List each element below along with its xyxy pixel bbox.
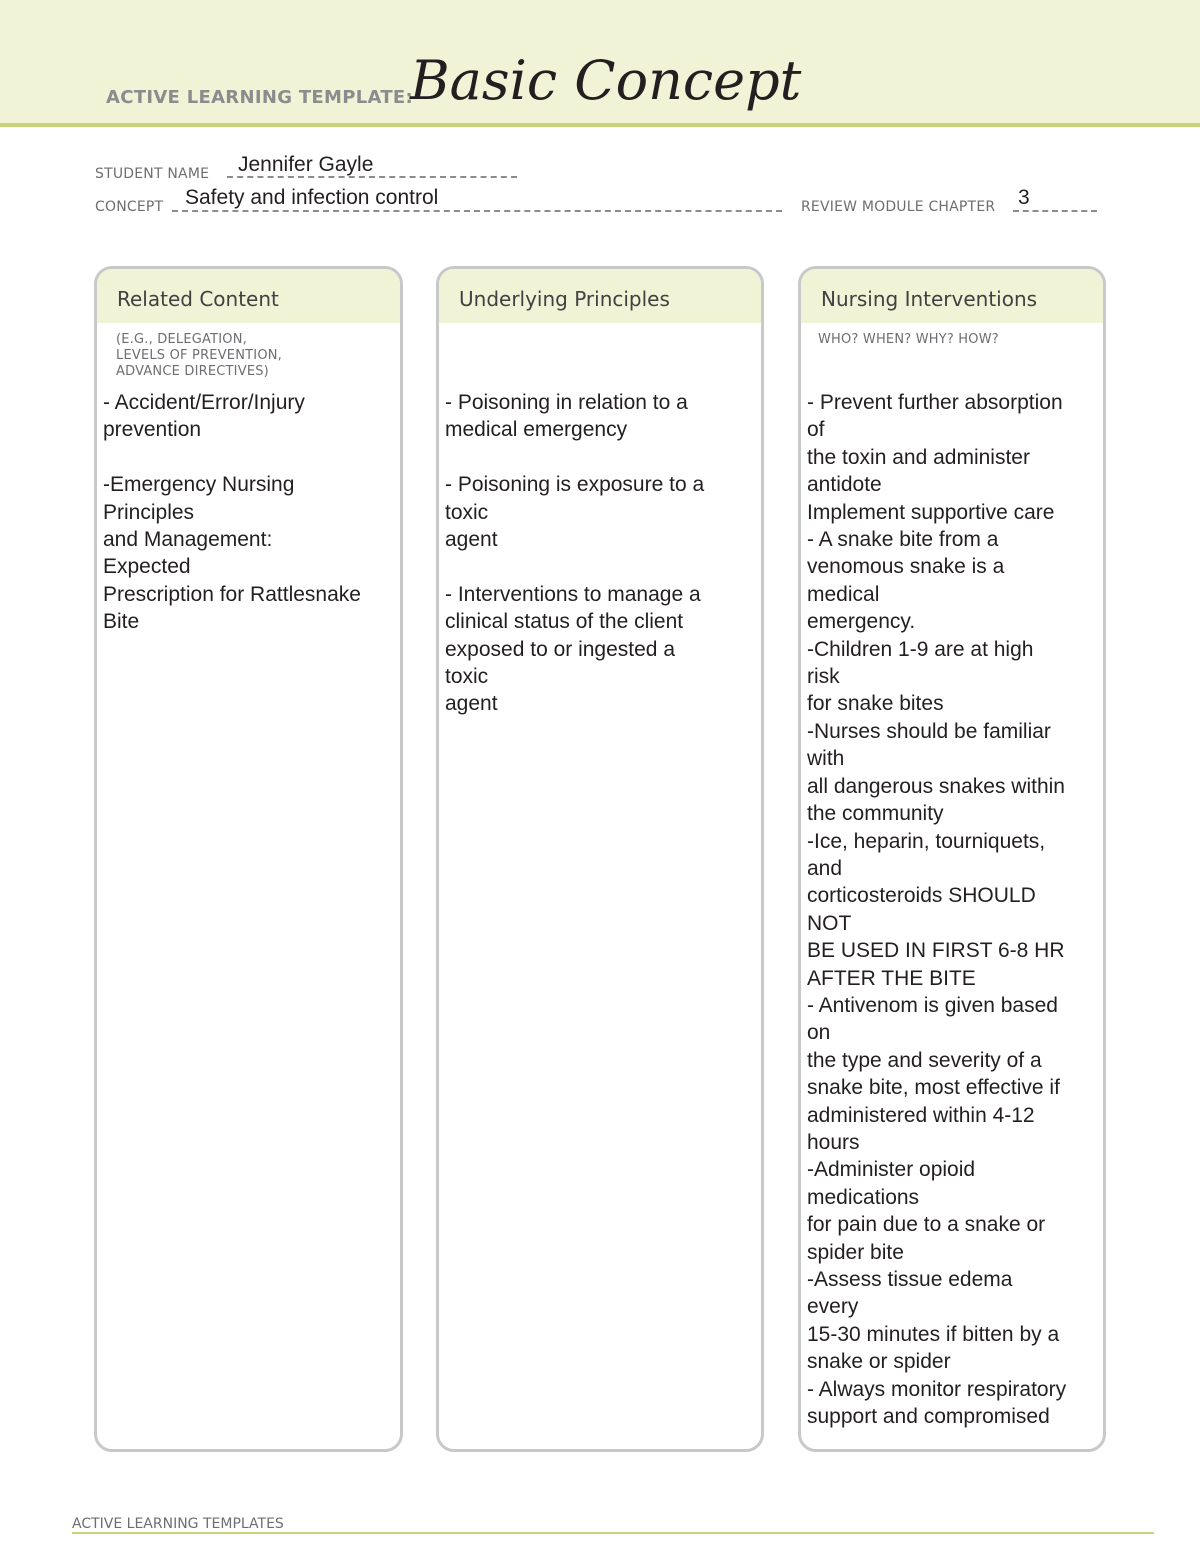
template-label: ACTIVE LEARNING TEMPLATE: [106,87,413,108]
related-content-subtitle: (E.G., DELEGATION, LEVELS OF PREVENTION, ADVANCE DIRECTIVES) [116,332,283,379]
student-name-label: STUDENT NAME [95,166,210,182]
student-name-line [227,176,517,178]
nursing-interventions-text[interactable]: - Prevent further absorption of the toxin and administer antidote Implement supportive care - A snake bite from a venomous snake is a medical emergency. -Children 1-9 are at high risk for snake bites -Nurses should be familiar with all dangerous snakes within the community -Ice, heparin, tourniquets, and corticosteroids SHOULD NOT BE USED IN FIRST 6-8 HR AFTER THE BITE - Antivenom is given based on the type and severity of a snake bite, most effective if administered within 4-12 hours -Administer opioid medications for pain due to a snake or spider bite -Assess tissue edema every 15-30 minutes if bitten by a snake or spider - Always monitor respiratory support and compromised [807,391,1067,1429]
concept-label: CONCEPT [95,199,164,215]
related-content-box [94,266,403,1452]
student-name-field[interactable]: Jennifer Gayle [238,153,374,176]
chapter-field[interactable]: 3 [1018,186,1030,209]
header-divider [0,123,1200,127]
related-content-text[interactable]: - Accident/Error/Injury prevention -Emergency Nursing Principles and Management: Expected Prescription for Rattlesnake Bite [103,391,361,634]
underlying-principles-title: Underlying Principles [439,269,761,323]
underlying-principles-text[interactable]: - Poisoning in relation to a medical emergency - Poisoning is exposure to a toxic agent - Interventions to manage a clinical status of the client exposed to or ingested a toxic agent [445,391,705,716]
concept-field[interactable]: Safety and infection control [185,186,439,209]
related-content-title: Related Content [97,269,400,323]
nursing-interventions-subtitle: WHO? WHEN? WHY? HOW? [818,332,999,347]
concept-line [172,210,782,212]
footer-label: ACTIVE LEARNING TEMPLATES [72,1516,284,1532]
chapter-line [1013,210,1097,212]
underlying-principles-box [436,266,764,1452]
footer-divider [72,1532,1154,1534]
page-title: Basic Concept [410,49,802,112]
nursing-interventions-title: Nursing Interventions [801,269,1103,323]
chapter-label: REVIEW MODULE CHAPTER [801,199,996,215]
nursing-interventions-box [798,266,1106,1452]
